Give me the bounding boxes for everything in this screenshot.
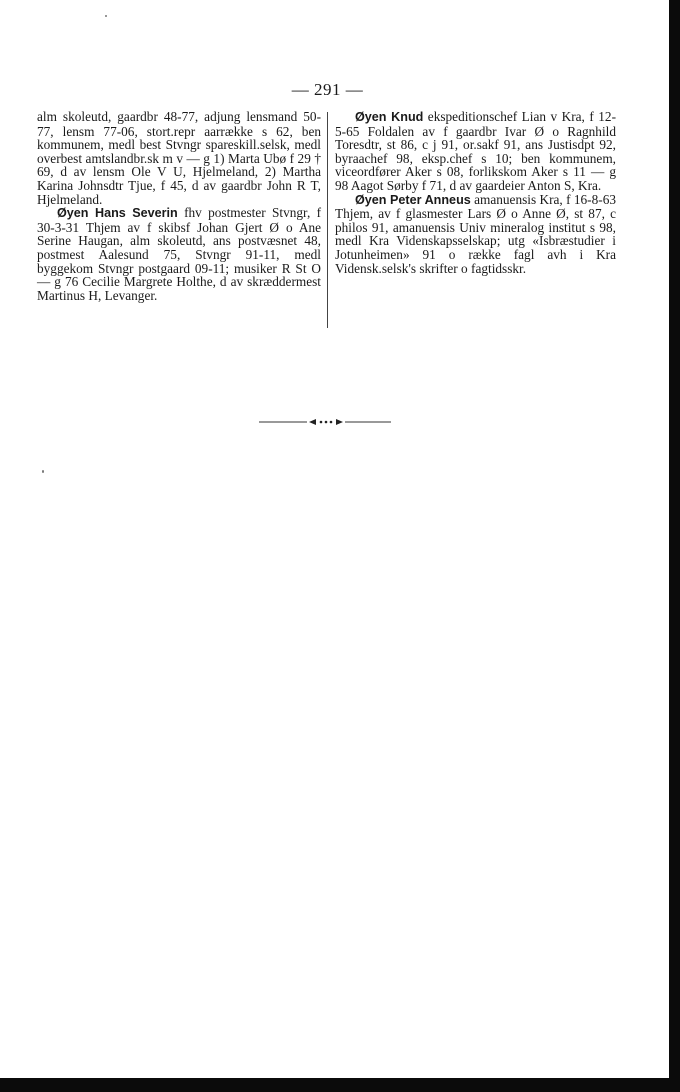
entry-oyen-hans-severin xyxy=(37,206,321,302)
entry-name: Øyen Knud xyxy=(355,110,424,124)
scan-edge-right xyxy=(669,0,680,1092)
entry-name: Øyen Peter Anneus xyxy=(355,192,471,207)
right-column xyxy=(335,110,616,275)
entry-oyen-peter-anneus xyxy=(335,193,616,276)
scan-edge-bottom xyxy=(0,1078,680,1092)
entry-text: alm skoleutd, gaardbr 48-77, adjung lensmand 50-77, lensm 77-06, stort.repr aarrække s 62, ben kommunem, medl best Stvngr spareskill.selsk, medl overbest amtslandbr.sk m v — g 1) Marta Ubø f 29 † 69, d av lensm Ole V U, Hjelmeland, 2) Martha Karina Johnsdtr Tjue, f 45, d av gaardbr John R T, Hjelmeland. xyxy=(37,109,321,207)
scan-speck xyxy=(42,470,44,473)
column-divider xyxy=(327,112,328,328)
entry-text: fhv postmester Stvngr, f 30-3-31 Thjem av f skibsf Johan Gjert Ø o Ane Serine Haugan, alm skoleutd, ans postvæsnet 48, postmest Aalesund 75, Stvngr 91-11, medl byggekom Stvngr postgaard 09-11; musiker R St O — g 76 Cecilie Margrete Holthe, d av skræddermest Martinus H, Levanger. xyxy=(37,205,321,303)
entry-text: amanuensis Kra, f 16-8-63 Thjem, av f glasmester Lars Ø o Anne Ø, st 87, c philos 91, amanuensis Univ mineralog institut s 98, medl Kra Videnskapsselskap; utg «Isbræstudier i Jotunheimen» 91 o række fagl avh i Kra Vidensk.selsk's skrifter o fagtidsskr. xyxy=(335,191,616,276)
left-column xyxy=(37,110,321,302)
scan-speck xyxy=(105,15,107,17)
entry-text: ekspeditionschef Lian v Kra, f 12-5-65 Foldalen av f gaardbr Ivar Ø o Ragnhild Toresdtr, st 86, c j 91, or.sakf 91, ans Justisdpt 92, byraachef 98, eksp.chef s 10; ben kommunem, viceordfører Aker s 08, forlikskom Aker s 11 — g 98 Aagot Sørby f 71, d av gaardeier Anton S, Kra. xyxy=(335,109,616,193)
entry-continued xyxy=(37,110,321,206)
entry-oyen-knud xyxy=(335,110,616,193)
section-end-ornament xyxy=(259,415,391,429)
entry-name: Øyen Hans Severin xyxy=(57,206,178,221)
page-number: — 291 — xyxy=(291,80,364,99)
